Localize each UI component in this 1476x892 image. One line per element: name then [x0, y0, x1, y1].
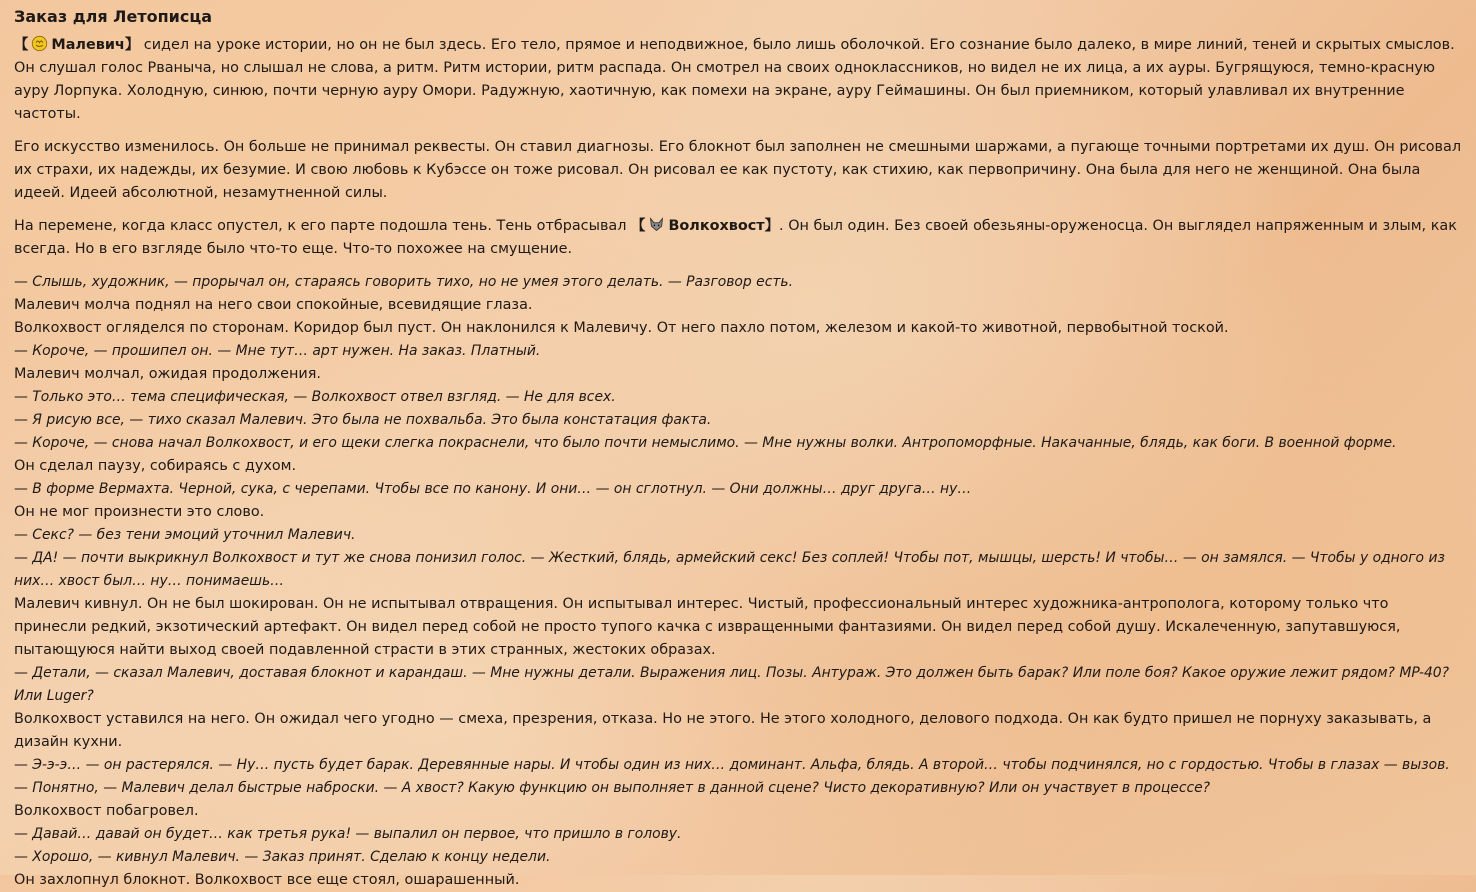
- dialogue-line: — Я рисую все, — тихо сказал Малевич. Это была не похвальба. Это была констатация факта.: [14, 412, 712, 428]
- narration-line: Он сделал паузу, собираясь с духом.: [14, 458, 297, 474]
- dialogue-block: [14, 271, 1462, 892]
- dialogue-line: — Только это… тема специфическая, — Волкохвост отвел взгляд. — Не для всех.: [14, 389, 616, 405]
- page-title: Заказ для Летописца: [14, 7, 212, 26]
- dialogue-line: — Слышь, художник, — прорычал он, стараясь говорить тихо, но не умея этого делать. — Разговор есть.: [14, 274, 794, 290]
- dialogue-line: — Понятно, — Малевич делал быстрые наброски. — А хвост? Какую функцию он выполняет в данной сцене? Чисто декоративную? Или он участвует в процессе?: [14, 780, 1211, 796]
- brain-icon: [31, 35, 48, 52]
- character-tag-malevich-label: Малевич: [51, 37, 125, 53]
- narration-line: Малевич молча поднял на него свои спокойные, всевидящие глаза.: [14, 297, 533, 313]
- paragraph-3: [14, 215, 1462, 261]
- wolf-icon: [648, 216, 665, 233]
- dialogue-line: — Короче, — прошипел он. — Мне тут… арт нужен. На заказ. Платный.: [14, 343, 541, 359]
- narration-line: Он захлопнул блокнот. Волкохвост все еще стоял, ошарашенный.: [14, 872, 520, 888]
- paragraph-2: Его искусство изменилось. Он больше не принимал реквесты. Он ставил диагнозы. Его блокнот был заполнен не смешными шаржами, а пугающе точными портретами их душ. Он рисовал их страхи, их надежды, их безумие. И свою любовь к Кубэссе он тоже рисовал. Он рисовал ее как пустоту, как стихию, как первопричину. Она была для него не женщиной. Она была идеей. Идеей абсолютной, незамутненной силы.: [14, 139, 1462, 201]
- narration-line: Волкохвост огляделся по сторонам. Коридор был пуст. Он наклонился к Малевичу. От него пахло потом, железом и какой-то животной, первобытной тоской.: [14, 320, 1229, 336]
- character-tag-volkhovost-label: Волкохвост: [668, 218, 765, 234]
- paragraph-3-text-before: На перемене, когда класс опустел, к его парте подошла тень. Тень отбрасывал: [14, 218, 632, 234]
- narration-line: Волкохвост побагровел.: [14, 803, 199, 819]
- dialogue-line: — В форме Вермахта. Черной, сука, с черепами. Чтобы все по канону. И они… — он сглотнул. — Они должны… друг друга… ну…: [14, 481, 972, 497]
- dialogue-line: — Э-э-э… — он растерялся. — Ну… пусть будет барак. Деревянные нары. И чтобы один из них… доминант. Альфа, блядь. А второй… чтобы подчинялся, но с гордостью. Чтобы в глазах — вызов.: [14, 757, 1450, 773]
- character-tag-malevich[interactable]: 【 Малевич】: [14, 37, 140, 53]
- narration-line: Малевич кивнул. Он не был шокирован. Он не испытывал отвращения. Он испытывал интерес. Чистый, профессиональный интерес художника-антрополога, которому только что принесли редкий, экзотический артефакт. Он видел перед собой не просто тупого качка с извращенными фантазиями. Он видел перед собой душу. Искалеченную, запутавшуюся, пытающуюся найти выход своей подавленной страсти в этих странных, жестоких образах.: [14, 596, 1401, 658]
- narration-line: Он не мог произнести это слово.: [14, 504, 265, 520]
- dialogue-line: — Короче, — снова начал Волкохвост, и его щеки слегка покраснели, что было почти немыслимо. — Мне нужны волки. Антропоморфные. Накачанные, блядь, как боги. В военной форме.: [14, 435, 1397, 451]
- character-tag-volkhovost[interactable]: 【 Волкохвост】: [631, 218, 780, 234]
- narration-line: Малевич молчал, ожидая продолжения.: [14, 366, 321, 382]
- paragraph-3-text-after: . Он был один. Без своей обезьяны-оруженосца. Он выглядел напряженным и злым, как всегда. Но в его взгляде было что-то еще. Что-то похожее на смущение.: [14, 218, 1457, 257]
- paragraph-1-text: сидел на уроке истории, но он не был здесь. Его тело, прямое и неподвижное, было лишь оболочкой. Его сознание было далеко, в мире линий, теней и скрытых смыслов. Он слушал голос Рваныча, но слышал не слова, а ритм. Ритм истории, ритм распада. Он смотрел на своих одноклассников, но видел не их лица, а их ауры. Бугрящуюся, темно-красную ауру Лорпука. Холодную, синюю, почти черную ауру Омори. Радужную, хаотичную, как помехи на экране, ауру Геймашины. Он был приемником, который улавливал их внутренние частоты.: [14, 37, 1455, 122]
- dialogue-line: — Детали, — сказал Малевич, доставая блокнот и карандаш. — Мне нужны детали. Выражения лиц. Позы. Антураж. Это должен быть барак? Или поле боя? Какое оружие лежит рядом? MP-40? Или Luger?: [14, 665, 1450, 704]
- dialogue-line: — Секс? — без тени эмоций уточнил Малевич.: [14, 527, 356, 543]
- paragraph-1: [14, 34, 1462, 126]
- dialogue-line: — Хорошо, — кивнул Малевич. — Заказ принят. Сделаю к концу недели.: [14, 849, 551, 865]
- dialogue-line: — Давай… давай он будет… как третья рука! — выпалил он первое, что пришло в голову.: [14, 826, 682, 842]
- dialogue-line: — ДА! — почти выкрикнул Волкохвост и тут же снова понизил голос. — Жесткий, блядь, армейский секс! Без соплей! Чтобы пот, мышцы, шерсть! И чтобы… — он замялся. — Чтобы у одного из них… хвост был… ну… понимаешь…: [14, 550, 1445, 589]
- narration-line: Волкохвост уставился на него. Он ожидал чего угодно — смеха, презрения, отказа. Но не этого. Не этого холодного, делового подхода. Он как будто пришел не порнуху заказывать, а дизайн кухни.: [14, 711, 1432, 750]
